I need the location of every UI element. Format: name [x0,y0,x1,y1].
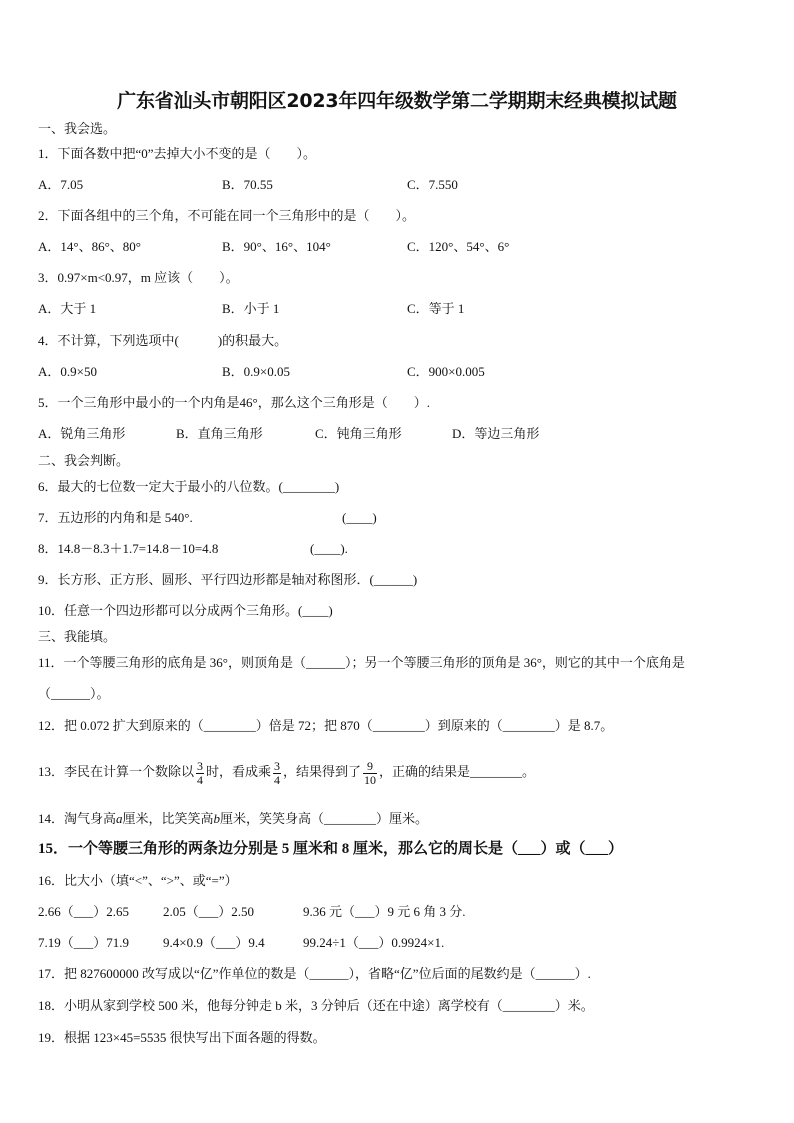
question-3: 3．0.97×m<0.97，m 应该（ ）。 [38,270,239,285]
q13-text-3: ，结果得到了 [283,764,362,779]
compare-item: 99.24÷1（___）0.9924×1. [303,935,445,950]
question-13 [38,752,535,792]
question-17: 17．把 827600000 改写成以“亿”作单位的数是（______），省略“亿”位后面的尾数约是（______）. [38,966,591,981]
section-heading-fill: 三、我能填。 [38,629,117,644]
q4-option-b: B．0.9×0.05 [222,364,291,379]
question-12: 12．把 0.072 扩大到原来的（________）倍是 72；把 870（________）到原来的（________）是 8.7。 [38,718,614,733]
fraction-nine-tenths [363,760,377,787]
compare-item: 2.66（___）2.65 [38,904,130,919]
q3-option-a: A．大于 1 [38,301,97,316]
question-11-line-2: （______）。 [38,686,110,701]
question-16: 16．比大小（填“<”、“>”、或“=”） [38,873,238,888]
fraction-three-quarters [196,760,204,787]
variable-a: a [116,811,123,826]
compare-item: 9.4×0.9（___）9.4 [163,935,265,950]
question-9: 9．长方形、正方形、圆形、平行四边形都是轴对称图形．(______) [38,572,418,587]
q2-option-b: B．90°、16°、104° [222,239,331,254]
q2-option-c: C．120°、54°、6° [407,239,510,254]
q2-option-a: A．14°、86°、80° [38,239,141,254]
q1-option-b: B．70.55 [222,177,273,192]
question-1: 1．下面各数中把“0”去掉大小不变的是（ ）。 [38,146,317,161]
page-title: 广东省汕头市朝阳区2023年四年级数学第二学期期末经典模拟试题 [117,90,677,112]
compare-item: 9.36 元（___）9 元 6 角 3 分. [303,904,466,919]
compare-item: 7.19（___）71.9 [38,935,130,950]
fraction-numerator: 3 [197,758,204,773]
q4-option-a: A．0.9×50 [38,364,97,379]
question-10: 10．任意一个四边形都可以分成两个三角形。(____) [38,603,333,618]
q14-text-2: 厘米，比笑笑高 [122,811,214,826]
question-15: 15．一个等腰三角形的两条边分别是 5 厘米和 8 厘米，那么它的周长是（___）或（___） [38,841,624,857]
q5-option-d: D．等边三角形 [452,426,540,441]
fraction-three-quarters [273,760,281,787]
question-7: 7．五边形的内角和是 540°. [38,510,193,525]
section-heading-choice: 一、我会选。 [38,121,117,136]
q5-option-a: A．锐角三角形 [38,426,126,441]
question-8: 8．14.8－8.3＋1.7=14.8－10=4.8 [38,541,219,556]
question-8-blank: (____). [310,541,348,556]
q5-option-c: C．钝角三角形 [315,426,402,441]
section-heading-judge: 二、我会判断。 [38,453,130,468]
q13-text-1: 13．李民在计算一个数除以 [38,764,195,779]
fraction-denominator: 4 [197,772,204,787]
q3-option-c: C．等于 1 [407,301,465,316]
q4-option-c: C．900×0.005 [407,364,485,379]
fraction-denominator: 10 [364,772,377,787]
question-7-blank: (____) [342,510,377,525]
q14-text-1: 14．淘气身高 [38,811,117,826]
question-2: 2．下面各组中的三个角，不可能在同一个三角形中的是（ ）。 [38,208,416,223]
question-14 [38,810,428,828]
question-18: 18．小明从家到学校 500 米，他每分钟走 b 米，3 分钟后（还在中途）离学校有（________）米。 [38,998,594,1013]
fraction-denominator: 4 [274,772,281,787]
fraction-numerator: 3 [274,758,281,773]
q13-text-4: ，正确的结果是________。 [379,764,536,779]
compare-item: 2.05（___）2.50 [163,904,255,919]
q5-option-b: B．直角三角形 [176,426,263,441]
question-4: 4．不计算，下列选项中( )的积最大。 [38,333,288,348]
q13-text-2: 时，看成乘 [206,764,272,779]
q14-text-3: 厘米，笑笑身高（________）厘米。 [220,811,429,826]
q1-option-a: A．7.05 [38,177,84,192]
question-6: 6．最大的七位数一定大于最小的八位数。(________) [38,479,340,494]
question-11-line-1: 11．一个等腰三角形的底角是 36°，则顶角是（______）；另一个等腰三角形的顶角是 36°，则它的其中一个底角是 [38,655,685,670]
q3-option-b: B．小于 1 [222,301,280,316]
question-19: 19．根据 123×45=5535 很快写出下面各题的得数。 [38,1030,326,1045]
q1-option-c: C．7.550 [407,177,458,192]
question-5: 5．一个三角形中最小的一个内角是46°，那么这个三角形是（ ）. [38,395,430,410]
variable-b: b [213,811,221,826]
fraction-numerator: 9 [363,760,377,774]
